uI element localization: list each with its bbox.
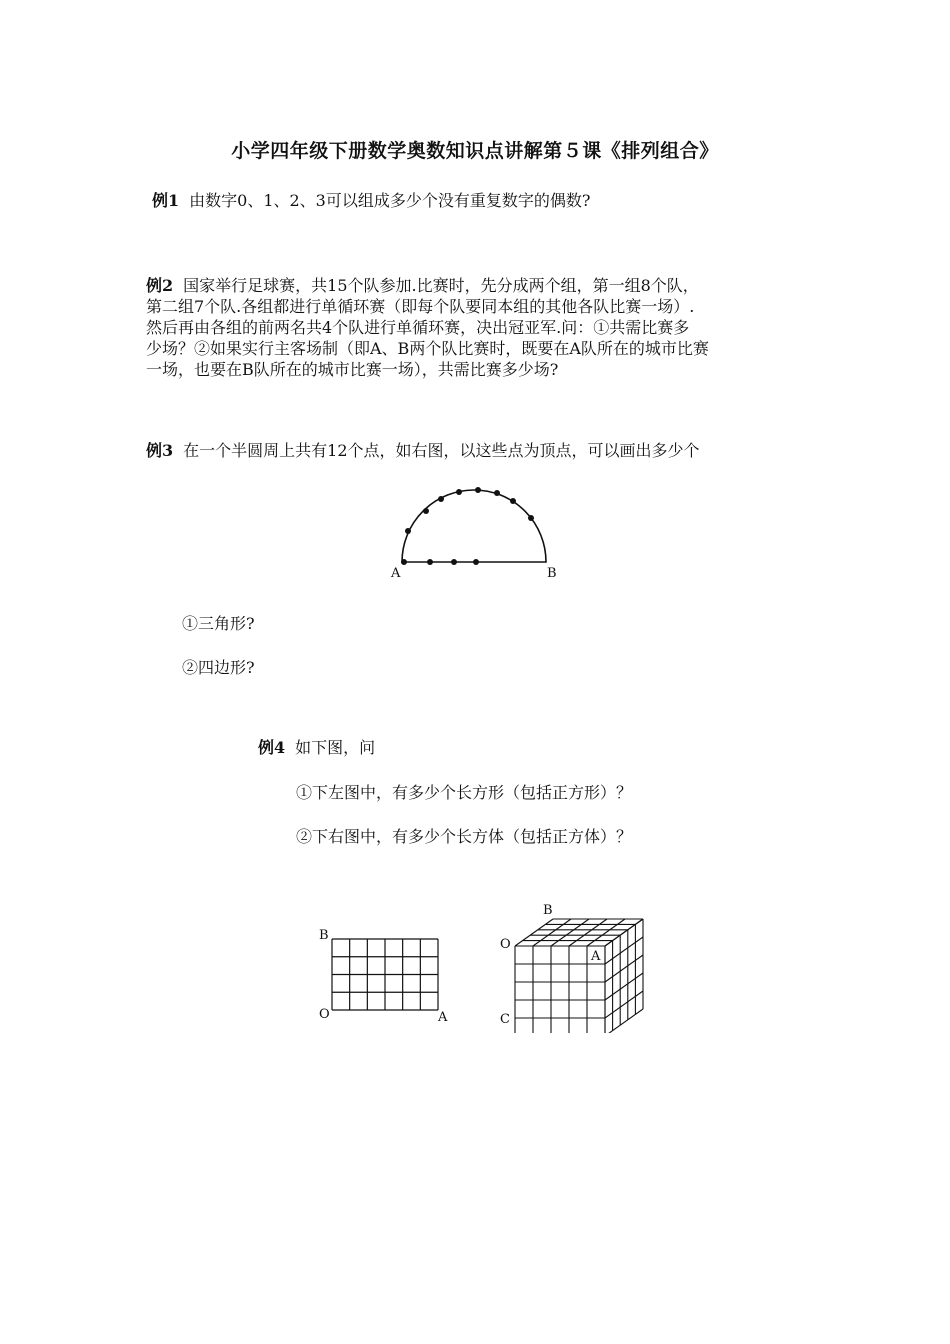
arc-point <box>528 515 534 521</box>
example-3 <box>146 440 806 461</box>
example-2-line: 例2 国家举行足球赛，共15个队参加.比赛时，先分成两个组，第一组8个队， <box>146 276 699 295</box>
cube-top-line <box>569 919 607 946</box>
point-a-label: A <box>391 566 401 581</box>
cube-side-line <box>605 955 643 982</box>
arc-point <box>475 487 481 493</box>
cube-label-c: C <box>500 1012 510 1027</box>
cube-side-line <box>605 973 643 1000</box>
semicircle-points <box>401 487 534 565</box>
arc-point <box>423 508 429 514</box>
rectangle-grid-figure <box>312 920 452 1030</box>
arc-point <box>510 498 516 504</box>
example-4-question-2: ②下右图中，有多少个长方体（包括正方体）？ <box>296 827 633 846</box>
example-3-question-2: ②四边形? <box>182 658 255 677</box>
example-2 <box>146 275 806 380</box>
cube-side-line <box>605 1009 643 1033</box>
grid-lines <box>332 939 438 1010</box>
example-1-text: 由数字0、1、2、3可以组成多少个没有重复数字的偶数? <box>189 191 591 210</box>
example-4 <box>258 737 375 758</box>
diameter-point <box>427 559 433 565</box>
example-4-text: 如下图，问 <box>295 738 376 757</box>
example-3-label: 例3 <box>146 441 174 460</box>
arc-point <box>405 528 411 534</box>
example-1 <box>152 190 590 211</box>
cube-top-line <box>515 919 553 946</box>
cube-top-line <box>533 919 571 946</box>
example-2-line: 第二组7个队.各组都进行单循环赛（即每个队要同本组的其他各队比赛一场）. <box>146 297 695 316</box>
diameter-point <box>473 559 479 565</box>
cube-grid-figure <box>495 898 655 1033</box>
cube-side-line <box>605 991 643 1018</box>
example-1-label: 例1 <box>152 191 180 210</box>
example-2-label: 例2 <box>146 276 174 295</box>
cube-label-a: A <box>591 949 601 964</box>
cube-side-line <box>605 919 643 946</box>
diameter-point <box>451 559 457 565</box>
point-b-label: B <box>547 566 557 581</box>
cube-top-line <box>587 919 625 946</box>
cube-label-b: B <box>543 903 553 918</box>
example-2-line: 少场？②如果实行主客场制（即A、B两个队比赛时，既要在A队所在的城市比赛 <box>146 339 709 358</box>
example-2-line: 一场，也要在B队所在的城市比赛一场），共需比赛多少场? <box>146 360 559 379</box>
page-title: 小学四年级下册数学奥数知识点讲解第５课《排列组合》 <box>231 140 719 162</box>
cube-lines <box>515 919 643 1033</box>
diameter-point <box>401 559 407 565</box>
example-4-label: 例4 <box>258 738 286 757</box>
grid-label-a: A <box>438 1010 448 1025</box>
cube-top-line <box>551 919 589 946</box>
example-2-line: 然后再由各组的前两名共4个队进行单循环赛，决出冠亚军.问：①共需比赛多 <box>146 318 690 337</box>
cube-label-o: O <box>500 937 511 952</box>
arc-point <box>494 490 500 496</box>
arc-point <box>438 496 444 502</box>
example-3-question-1: ①三角形? <box>182 614 255 633</box>
semicircle-outline <box>402 490 546 562</box>
grid-label-o: O <box>319 1007 330 1022</box>
semicircle-figure <box>380 480 570 585</box>
arc-point <box>456 489 462 495</box>
grid-label-b: B <box>319 928 329 943</box>
example-4-question-1: ①下左图中，有多少个长方形（包括正方形）？ <box>296 783 633 802</box>
example-3-text: 在一个半圆周上共有12个点，如右图，以这些点为顶点，可以画出多少个 <box>183 441 700 460</box>
